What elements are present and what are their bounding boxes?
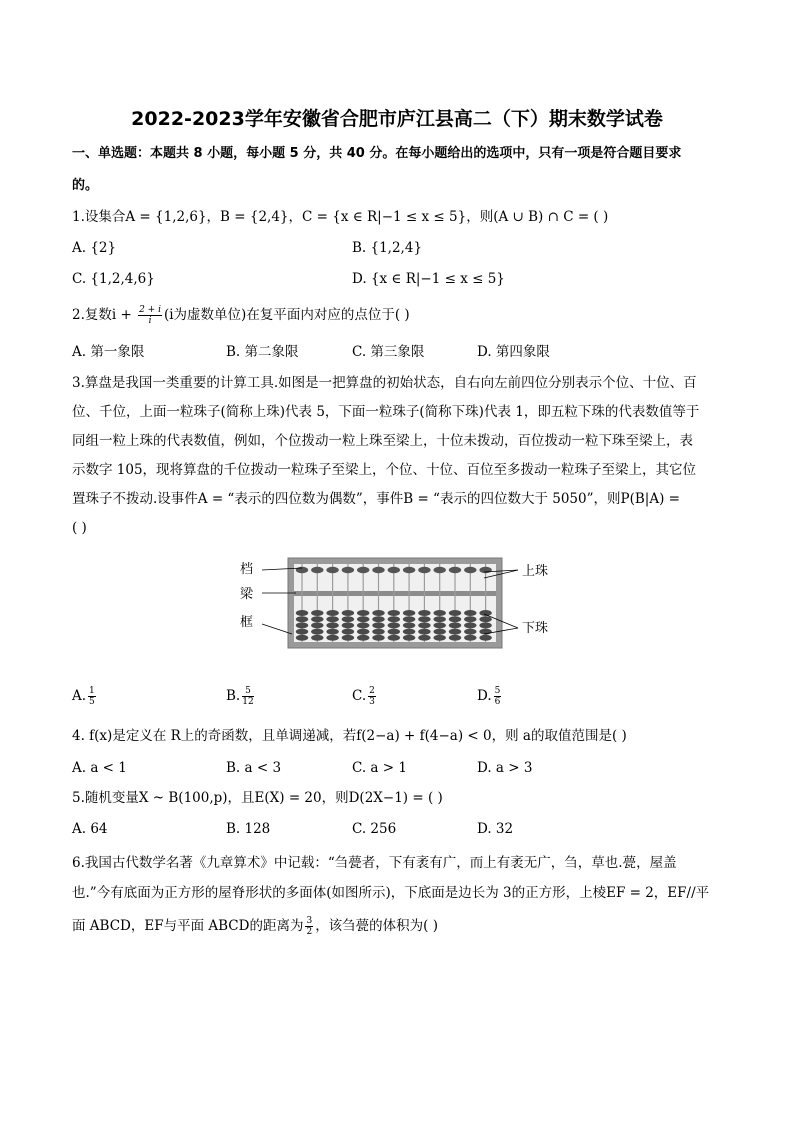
lower-bead: [326, 635, 338, 641]
upper-bead: [449, 567, 461, 573]
question-6-line-2: 也.”今有底面为正方形的屋脊形状的多面体(如图所示)，下底面是边长为 3的正方形，上棱EF = 2，EF//平: [72, 885, 710, 901]
section-heading: 一、单选题：本题共 8 小题，每小题 5 分，共 40 分。在每小题给出的选项中，只有一项是符合题目要求: [72, 146, 682, 161]
q2-stem-post: (i为虚数单位)在复平面内对应的点位于( ): [163, 307, 410, 323]
q3-d-frac: [494, 686, 502, 707]
q3-option-b: [226, 686, 256, 707]
lower-bead: [326, 616, 338, 622]
q2-frac-den: i: [148, 316, 152, 326]
lower-bead: [372, 629, 384, 635]
lower-bead: [418, 622, 430, 628]
lower-bead: [357, 622, 369, 628]
q6-line3-post: ，该刍甍的体积为( ): [315, 918, 439, 934]
lower-bead: [434, 610, 446, 616]
question-5-stem: 5.随机变量X ~ B(100,p)，且E(X) = 20，则D(2X−1) = ( ): [72, 790, 443, 806]
question-3-line-6: ( ): [72, 520, 87, 536]
lower-bead: [464, 622, 476, 628]
upper-bead: [342, 567, 354, 573]
q2-fraction: [138, 305, 162, 326]
question-3-line-4: 示数字 105，现将算盘的千位拨动一粒珠子至梁上，个位、十位、百位至多拨动一粒珠子至梁上，其它位: [72, 462, 697, 478]
lower-bead: [434, 622, 446, 628]
q3-c-den: 3: [369, 697, 375, 707]
question-3-line-3: 同组一粒上珠的代表数值，例如，个位拨动一粒上珠至梁上，十位未拨动，百位拨动一粒下珠至梁上，表: [72, 433, 693, 449]
lower-bead: [296, 629, 308, 635]
lower-bead: [403, 635, 415, 641]
lower-bead: [296, 616, 308, 622]
label-xiazhu: 下珠: [522, 621, 549, 636]
lower-bead: [342, 622, 354, 628]
label-liang: 梁: [240, 587, 254, 602]
lower-bead: [296, 622, 308, 628]
abacus-beam: [294, 591, 496, 596]
q3-a-label: A.: [72, 688, 87, 704]
q2-option-b: B. 第二象限: [226, 344, 299, 360]
section-heading-cont: 的。: [72, 178, 99, 193]
lower-bead: [388, 622, 400, 628]
question-6-line-1: 6.我国古代数学名著《九章算术》中记载：“刍甍者，下有袤有广，而上有袤无广，刍，草也.甍，屋盖: [72, 855, 677, 871]
lower-bead: [311, 622, 323, 628]
upper-bead: [403, 567, 415, 573]
page-title: 2022-2023学年安徽省合肥市庐江县高二（下）期末数学试卷: [131, 108, 663, 130]
q5-option-b: B. 128: [226, 821, 271, 837]
q6-frac-den: 2: [306, 927, 313, 937]
upper-bead: [418, 567, 430, 573]
lower-bead: [372, 635, 384, 641]
lower-bead: [403, 616, 415, 622]
question-3-line-1: 3.算盘是我国一类重要的计算工具.如图是一把算盘的初始状态，自右向左前四位分别表示个位、十位、百: [72, 375, 697, 391]
lower-bead: [434, 616, 446, 622]
lower-bead: [342, 616, 354, 622]
q3-c-frac: [368, 686, 376, 707]
upper-bead: [296, 567, 308, 573]
upper-bead: [357, 567, 369, 573]
lower-bead: [342, 629, 354, 635]
q3-b-frac: [242, 686, 253, 707]
q2-option-d: D. 第四象限: [477, 344, 550, 360]
lower-bead: [418, 610, 430, 616]
label-dang: 档: [240, 562, 254, 577]
lower-bead: [418, 616, 430, 622]
lower-bead: [403, 629, 415, 635]
q4-option-d: D. a > 3: [477, 760, 533, 776]
lower-bead: [449, 610, 461, 616]
lower-bead: [357, 610, 369, 616]
q3-option-c: [352, 686, 378, 707]
q3-option-d: [477, 686, 503, 707]
lower-bead: [357, 629, 369, 635]
lower-bead: [388, 610, 400, 616]
q1-option-c: C. {1,2,4,6}: [72, 271, 155, 287]
lower-bead: [326, 629, 338, 635]
lower-bead: [388, 616, 400, 622]
q3-c-num: 2: [369, 686, 375, 696]
lower-bead: [464, 635, 476, 641]
lower-bead: [342, 610, 354, 616]
lower-bead: [479, 610, 491, 616]
upper-bead: [434, 567, 446, 573]
q5-option-d: D. 32: [477, 821, 514, 837]
q3-d-den: 6: [494, 697, 501, 707]
lower-bead: [464, 616, 476, 622]
lower-bead: [449, 629, 461, 635]
lower-bead: [357, 635, 369, 641]
upper-bead: [388, 567, 400, 573]
question-1-stem: 1.设集合A = {1,2,6}，B = {2,4}，C = {x ∈ R|−1 ≤ x ≤ 5}，则(A ∪ B) ∩ C = ( ): [72, 209, 609, 225]
lower-bead: [357, 616, 369, 622]
question-3-line-5: 置珠子不拨动.设事件A = “表示的四位数为偶数”，事件B = “表示的四位数大于 5050”，则P(B|A) =: [72, 491, 680, 507]
q3-b-den: 12: [242, 697, 254, 707]
label-kuang: 框: [240, 615, 254, 630]
upper-bead: [326, 567, 338, 573]
lower-bead: [388, 629, 400, 635]
lower-bead: [311, 629, 323, 635]
lower-bead: [418, 629, 430, 635]
lower-bead: [372, 610, 384, 616]
q2-option-a: A. 第一象限: [72, 344, 145, 360]
q2-option-c: C. 第三象限: [352, 344, 425, 360]
q4-option-c: C. a > 1: [352, 760, 407, 776]
q3-a-num: 1: [89, 686, 95, 696]
lower-bead: [449, 616, 461, 622]
q4-option-b: B. a < 3: [226, 760, 282, 776]
lower-bead: [311, 616, 323, 622]
lower-bead: [434, 629, 446, 635]
q3-b-num: 5: [242, 686, 253, 697]
q6-frac-num: 3: [306, 916, 313, 926]
lower-bead: [326, 610, 338, 616]
q2-frac-num: 2 + i: [139, 305, 161, 315]
question-3-line-2: 位、千位，上面一粒珠子(简称上珠)代表 5，下面一粒珠子(简称下珠)代表 1，即五粒下珠的代表数值等于: [72, 404, 700, 420]
lower-bead: [311, 610, 323, 616]
lower-bead: [464, 610, 476, 616]
upper-bead: [311, 567, 323, 573]
q6-fraction: [305, 916, 313, 937]
q3-c-label: C.: [352, 688, 367, 704]
lower-bead: [388, 635, 400, 641]
q3-a-den: 5: [89, 697, 95, 707]
lower-bead: [479, 616, 491, 622]
q3-d-num: 5: [494, 686, 501, 696]
question-4-stem: 4. f(x)是定义在 R上的奇函数，且单调递减，若f(2−a) + f(4−a) < 0，则 a的取值范围是( ): [72, 728, 627, 744]
q3-option-a: [72, 686, 98, 707]
q4-option-a: A. a < 1: [72, 760, 127, 776]
lower-bead: [449, 622, 461, 628]
lower-bead: [296, 610, 308, 616]
lower-bead: [311, 635, 323, 641]
lower-bead: [326, 622, 338, 628]
lower-bead: [403, 622, 415, 628]
lower-bead: [372, 622, 384, 628]
lower-bead: [449, 635, 461, 641]
q2-stem-pre: 2.复数i +: [72, 307, 137, 323]
lower-bead: [296, 635, 308, 641]
label-shangzhu: 上珠: [522, 564, 549, 579]
lower-bead: [464, 629, 476, 635]
lower-bead: [403, 610, 415, 616]
q1-option-d: D. {x ∈ R|−1 ≤ x ≤ 5}: [352, 271, 505, 287]
upper-bead: [464, 567, 476, 573]
lower-bead: [342, 635, 354, 641]
q3-a-frac: [88, 686, 96, 707]
question-2-stem: [72, 305, 410, 326]
lower-bead: [479, 622, 491, 628]
q5-option-a: A. 64: [72, 821, 108, 837]
q6-line3-pre: 面 ABCD，EF与平面 ABCD的距离为: [72, 918, 304, 934]
q1-option-b: B. {1,2,4}: [352, 240, 423, 256]
lower-bead: [372, 616, 384, 622]
lower-bead: [434, 635, 446, 641]
q1-option-a: A. {2}: [72, 240, 117, 256]
q3-b-label: B.: [226, 688, 241, 704]
lower-bead: [418, 635, 430, 641]
q5-option-c: C. 256: [352, 821, 397, 837]
lower-bead: [479, 635, 491, 641]
question-6-line-3: [72, 916, 438, 937]
upper-bead: [372, 567, 384, 573]
q3-d-label: D.: [477, 688, 492, 704]
abacus-figure: [236, 548, 566, 656]
